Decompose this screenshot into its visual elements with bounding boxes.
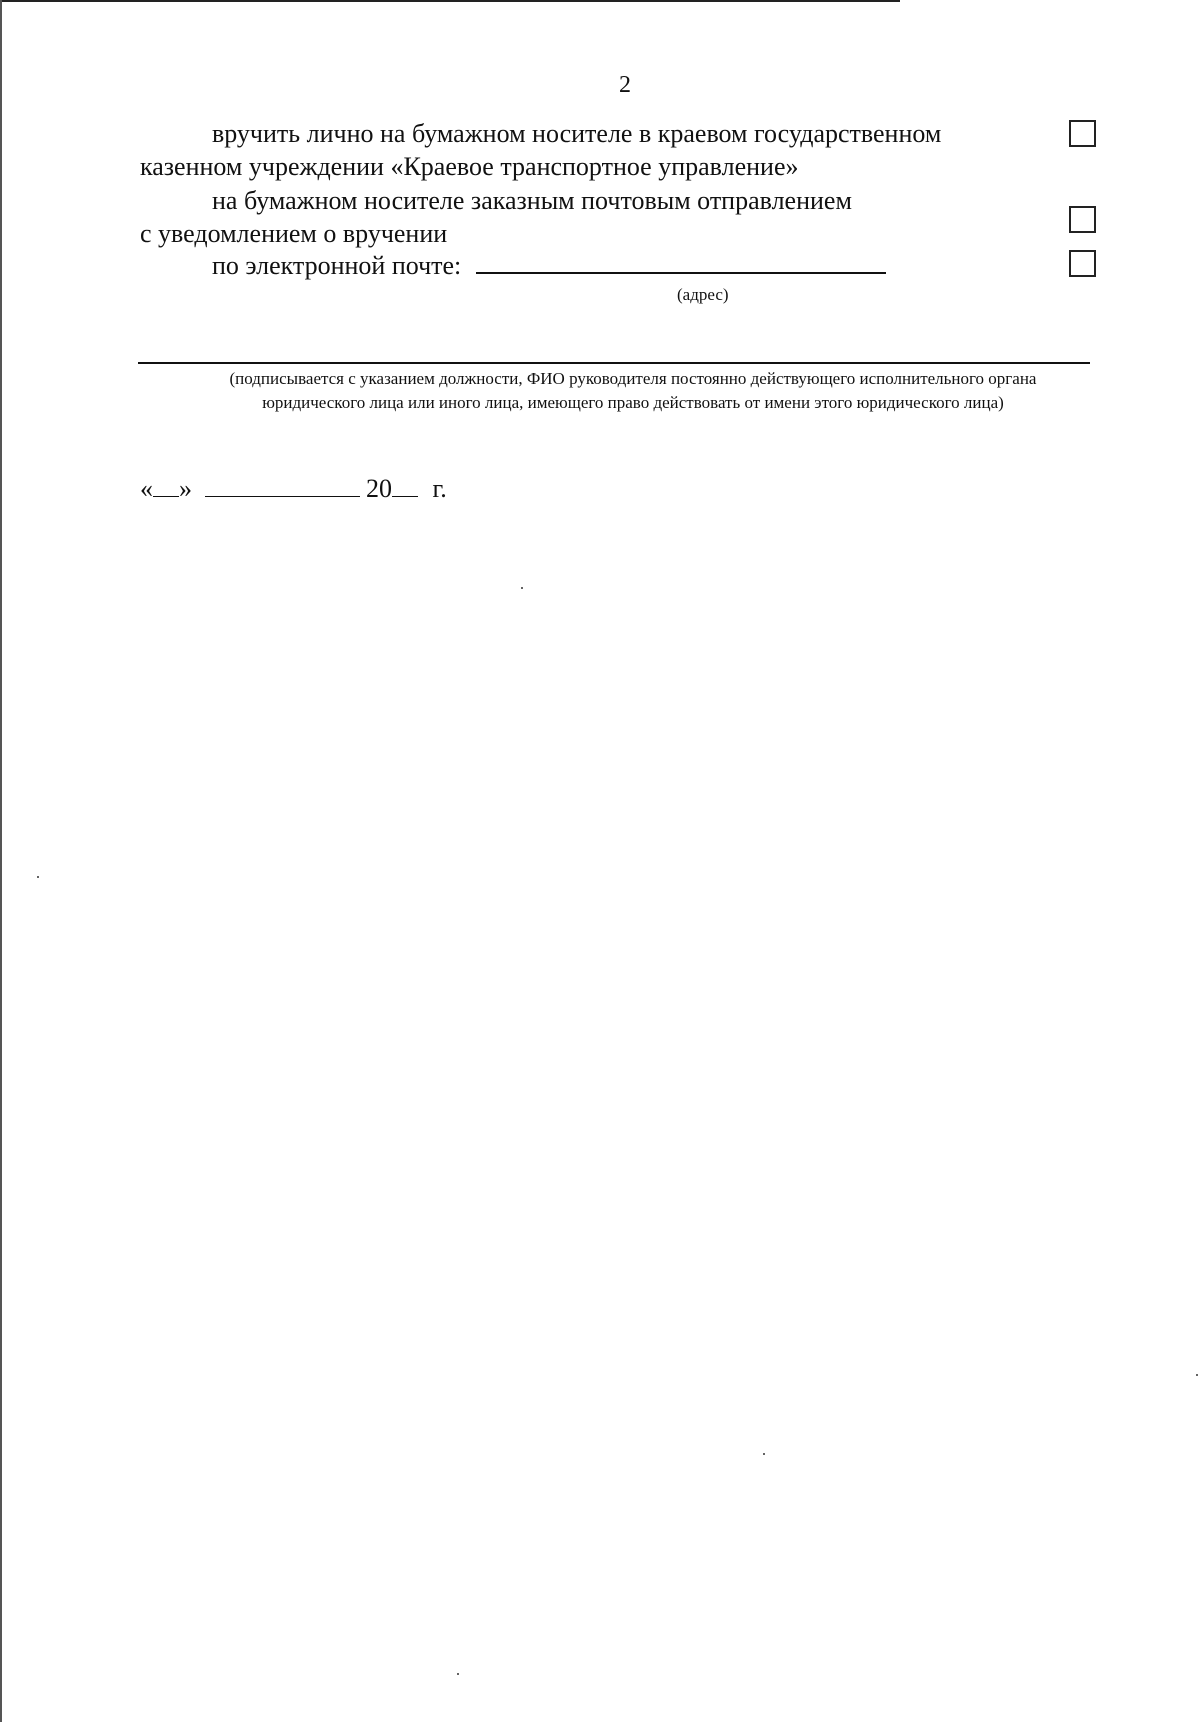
signature-note-line2: юридического лица или иного лица, имеющего право действовать от имени этого юридического лица) xyxy=(262,393,1004,412)
option-email-label: по электронной почте: xyxy=(212,251,462,280)
option-mail-line1: на бумажном носителе заказным почтовым отправлением xyxy=(212,186,852,215)
date-suffix: г. xyxy=(432,474,447,503)
date-close-quote: » xyxy=(179,474,192,503)
left-edge-line xyxy=(0,0,2,1722)
signature-note-line1: (подписывается с указанием должности, ФИО руководителя постоянно действующего исполнительного органа xyxy=(229,369,1037,388)
email-address-hint: (адрес) xyxy=(677,285,729,304)
signature-line[interactable] xyxy=(138,362,1090,364)
date-month-field[interactable] xyxy=(205,472,360,497)
option-mail-line2: с уведомлением о вручении xyxy=(140,219,448,248)
scan-speck xyxy=(37,876,39,878)
option-personal-line1: вручить лично на бумажном носителе в краевом государственном xyxy=(212,119,942,148)
scan-speck xyxy=(521,587,523,589)
checkbox-registered-mail[interactable] xyxy=(1069,206,1096,233)
checkbox-email[interactable] xyxy=(1069,250,1096,277)
option-email-row xyxy=(212,250,886,282)
top-edge-line xyxy=(0,0,900,2)
checkbox-personal-delivery[interactable] xyxy=(1069,120,1096,147)
page-number: 2 xyxy=(619,72,631,98)
scan-speck xyxy=(457,1673,459,1675)
option-personal-line2: казенном учреждении «Краевое транспортное управление» xyxy=(140,152,799,181)
date-open-quote: « xyxy=(140,474,153,503)
email-address-field[interactable] xyxy=(476,250,886,274)
date-day-field[interactable] xyxy=(153,472,179,497)
scan-speck xyxy=(1196,1374,1198,1376)
date-century: 20 xyxy=(366,474,392,503)
date-row xyxy=(140,472,447,504)
date-year-field[interactable] xyxy=(392,472,418,497)
signature-note xyxy=(138,367,1128,415)
scan-speck xyxy=(763,1453,765,1455)
